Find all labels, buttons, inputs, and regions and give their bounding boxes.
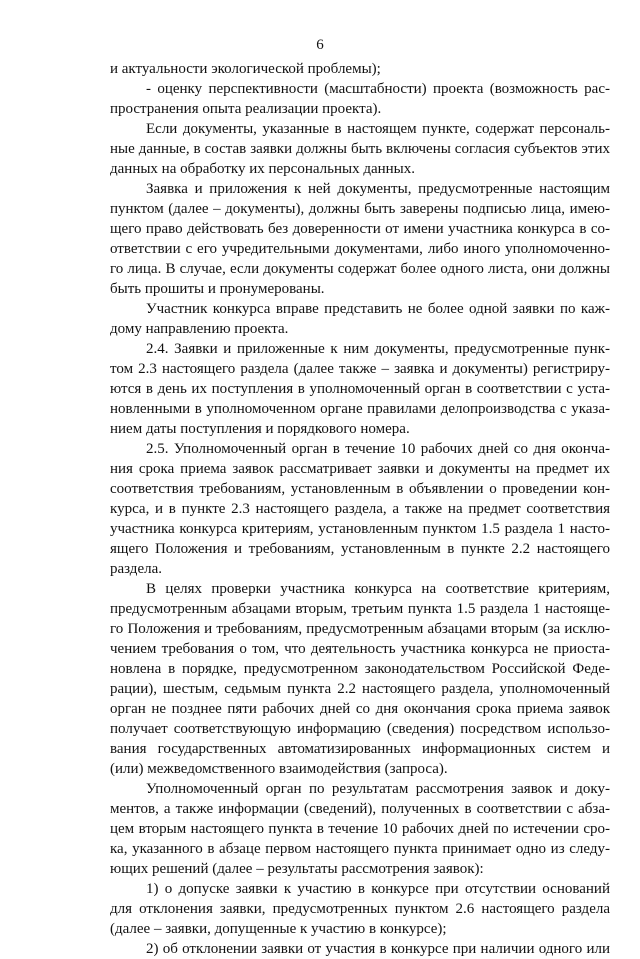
text-line-content: ются в день их поступления в уполномоченный орган в соответствии с уста- <box>110 381 610 397</box>
text-line-content: новленными в уполномоченном органе правилами делопроизводства с указа- <box>110 401 610 417</box>
text-line-content: 2.4. Заявки и приложенные к ним документы, предусмотренные пунк- <box>146 341 610 357</box>
text-line <box>0 719 640 739</box>
text-line <box>0 699 640 719</box>
text-line <box>0 559 640 579</box>
text-line-content: щего право действовать без доверенности от имени участника конкурса в со- <box>110 221 610 237</box>
text-line-content: курса, и в пункте 2.3 настоящего раздела, а также на предмет соответствия <box>110 501 610 517</box>
text-line-content: и актуальности экологической проблемы); <box>110 61 381 77</box>
text-line <box>0 619 640 639</box>
text-line <box>0 379 640 399</box>
text-line <box>0 879 640 899</box>
text-line <box>0 219 640 239</box>
text-line-content: быть прошиты и пронумерованы. <box>110 281 325 297</box>
text-line-content: для отклонения заявки, предусмотренных пунктом 2.6 настоящего раздела <box>110 901 610 917</box>
text-line <box>0 179 640 199</box>
text-line-content: рации), шестым, седьмым пункта 2.2 настоящего раздела, уполномоченный <box>110 681 610 697</box>
text-line-content: ющих решений (далее – результаты рассмотрения заявок): <box>110 861 484 877</box>
text-line-content: ответствии с его учредительными документами, либо иного уполномоченно- <box>110 241 610 257</box>
text-line-content: том 2.3 настоящего раздела (далее также – заявка и документы) регистриру- <box>110 361 610 377</box>
text-line-content: го лица. В случае, если документы содержат более одного листа, они должны <box>110 261 610 277</box>
text-line-content: ка, указанного в абзаце первом настоящего пункта принимает одно из следу- <box>110 841 610 857</box>
text-line-content: ящего Положения и требованиям, установленным в пункте 2.2 настоящего <box>110 541 610 557</box>
text-line <box>0 859 640 879</box>
text-line-content: нием даты поступления и порядкового номера. <box>110 421 410 437</box>
text-line-content: В целях проверки участника конкурса на соответствие критериям, <box>146 581 610 597</box>
text-line-content: соответствия требованиям, установленным в объявлении о проведении кон- <box>110 481 610 497</box>
text-line <box>0 339 640 359</box>
text-line <box>0 839 640 859</box>
text-line-content: го Положения и требованиям, предусмотренным абзацами вторым (за исклю- <box>110 621 610 637</box>
text-line-content: 2.5. Уполномоченный орган в течение 10 рабочих дней со дня оконча- <box>146 441 610 457</box>
text-line-content: орган не позднее пяти рабочих дней со дня окончания срока приема заявок <box>110 701 610 717</box>
text-line <box>0 579 640 599</box>
text-line-content: (далее – заявки, допущенные к участию в конкурсе); <box>110 921 447 937</box>
text-line-content: новлена в порядке, предусмотренном законодательством Российской Феде- <box>110 661 610 677</box>
text-line-content: раздела. <box>110 561 162 577</box>
text-line-content: (или) межведомственного взаимодействия (запроса). <box>110 761 448 777</box>
text-line <box>0 199 640 219</box>
text-line <box>0 899 640 919</box>
text-line-content: Если документы, указанные в настоящем пункте, содержат персональ- <box>146 121 610 137</box>
text-line <box>0 759 640 779</box>
text-line-content: пунктом (далее – документы), должны быть заверены подписью лица, имею- <box>110 201 610 217</box>
text-line <box>0 359 640 379</box>
text-line-content: чением требования о том, что деятельность участника конкурса не приоста- <box>110 641 610 657</box>
text-line <box>0 259 640 279</box>
text-line-content: участника конкурса критериям, установленным пунктом 1.5 раздела 1 насто- <box>110 521 610 537</box>
text-line <box>0 119 640 139</box>
text-line-content: Участник конкурса вправе представить не более одной заявки по каж- <box>146 301 610 317</box>
text-line <box>0 299 640 319</box>
text-line-content: Заявка и приложения к ней документы, предусмотренные настоящим <box>146 181 610 197</box>
text-line <box>0 919 640 939</box>
text-line <box>0 139 640 159</box>
text-line-content: 2) об отклонении заявки от участия в конкурсе при наличии одного или <box>146 941 610 957</box>
text-line <box>0 59 640 79</box>
text-line <box>0 519 640 539</box>
text-line <box>0 739 640 759</box>
text-line-content: предусмотренным абзацами вторым, третьим пункта 1.5 раздела 1 настояще- <box>110 601 610 617</box>
text-line-content: пространения опыта реализации проекта). <box>110 101 382 117</box>
text-line <box>0 599 640 619</box>
text-line <box>0 679 640 699</box>
text-line <box>0 99 640 119</box>
text-line <box>0 779 640 799</box>
text-line <box>0 479 640 499</box>
text-line <box>0 419 640 439</box>
text-line <box>0 279 640 299</box>
text-line-content: цем вторым настоящего пункта в течение 10 рабочих дней по истечении сро- <box>110 821 610 837</box>
text-line <box>0 319 640 339</box>
text-line-content: данных на обработку их персональных данных. <box>110 161 416 177</box>
text-line <box>0 659 640 679</box>
text-line <box>0 159 640 179</box>
text-line <box>0 539 640 559</box>
text-line <box>0 499 640 519</box>
text-line-content: ния срока приема заявок рассматривает заявки и документы на предмет их <box>110 461 610 477</box>
text-line <box>0 639 640 659</box>
text-line-content: - оценку перспективности (масштабности) проекта (возможность рас- <box>146 81 610 97</box>
text-line <box>0 439 640 459</box>
text-line <box>0 799 640 819</box>
text-line <box>0 459 640 479</box>
text-line-content: 1) о допуске заявки к участию в конкурсе при отсутствии оснований <box>146 881 610 897</box>
text-line-content: Уполномоченный орган по результатам рассмотрения заявок и доку- <box>146 781 610 797</box>
text-line <box>0 399 640 419</box>
text-line-content: дому направлению проекта. <box>110 321 289 337</box>
text-line <box>0 79 640 99</box>
text-line-content: ные данные, в состав заявки должны быть включены согласия субъектов этих <box>110 141 610 157</box>
page-number: 6 <box>316 37 324 53</box>
text-line <box>0 939 640 959</box>
text-line <box>0 239 640 259</box>
text-line-content: ментов, а также информации (сведений), полученных в соответствии с абза- <box>110 801 610 817</box>
text-line-content: получает соответствующую информацию (сведения) посредством использо- <box>110 721 610 737</box>
text-line-content: вания государственных автоматизированных информационных систем и <box>110 741 610 757</box>
text-line <box>0 819 640 839</box>
